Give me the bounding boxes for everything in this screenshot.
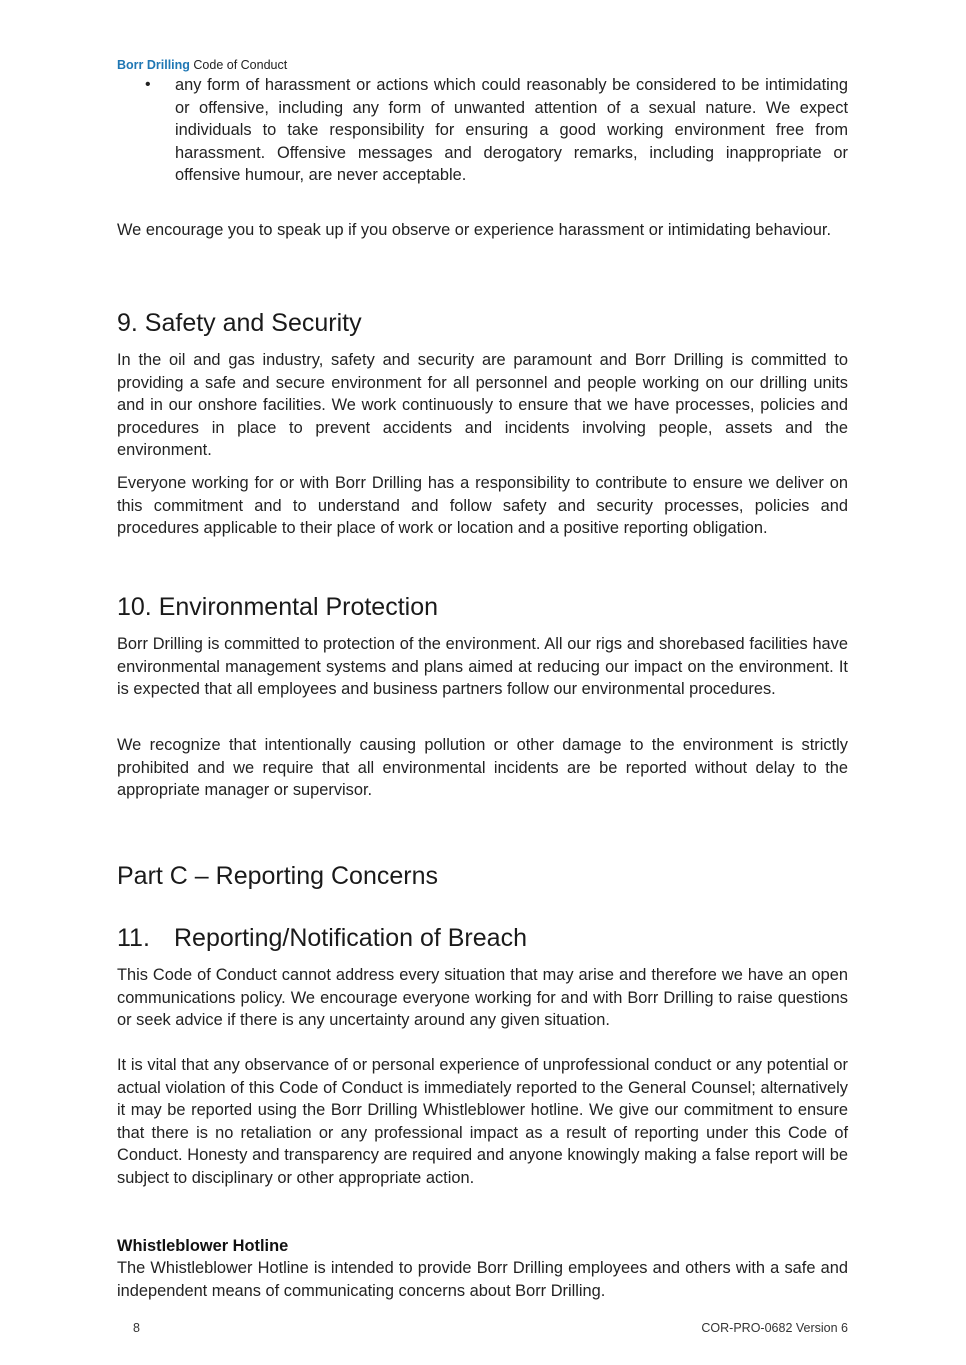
bullet-marker: • xyxy=(145,76,151,93)
section-9-paragraph-2: Everyone working for or with Borr Drilling has a responsibility to contribute to ensure we deliver on this commitment and to understand and follow safety and security processes, policies and procedures applicable to their place of work or location and a positive reporting obligation. xyxy=(117,474,848,538)
section-10-paragraph-2: We recognize that intentionally causing pollution or other damage to the environment is strictly prohibited and we require that all environmental incidents are be reported without delay to the appropriate manager or supervisor. xyxy=(117,736,848,800)
section-10-paragraph-1: Borr Drilling is committed to protection of the environment. All our rigs and shorebased facilities have environmental management systems and plans aimed at reducing our impact on the environment. It is expected that all employees and business partners follow our environmental procedures. xyxy=(117,635,848,699)
document-reference: COR-PRO-0682 Version 6 xyxy=(701,1321,848,1335)
page-number: 8 xyxy=(133,1321,140,1335)
section-10-heading: 10. Environmental Protection xyxy=(117,593,439,621)
page-header xyxy=(117,58,287,72)
section-11-number: 11. xyxy=(117,924,150,952)
section-9-heading: 9. Safety and Security xyxy=(117,309,362,337)
bullet-harassment-text: any form of harassment or actions which could reasonably be considered to be intimidating or offensive, including any form of unwanted attention of a sexual nature. We expect individuals to take responsibility for ensuring a good working environment free from harassment. Offensive messages and derogatory remarks, including inappropriate or offensive humour, are never acceptable. xyxy=(175,76,848,185)
section-11-paragraph-2: It is vital that any observance of or personal experience of unprofessional conduct or any potential or actual violation of this Code of Conduct is immediately reported to the General Counsel; alternatively it may be reported using the Borr Drilling Whistleblower hotline. We give our commitment to ensure that there is no retaliation or any professional impact as a result of reporting under this Code of Conduct. Honesty and transparency are required and anyone knowingly making a false report will be subject to disciplinary or other appropriate action. xyxy=(117,1056,848,1187)
brand-name: Borr Drilling xyxy=(117,58,190,72)
section-11-paragraph-1: This Code of Conduct cannot address every situation that may arise and therefore we have an open communications policy. We encourage everyone working for and with Borr Drilling to raise questions or seek advice if there is any uncertainty around any given situation. xyxy=(117,966,848,1030)
section-11-heading xyxy=(117,923,527,953)
whistleblower-subheading: Whistleblower Hotline xyxy=(117,1237,289,1255)
section-9-paragraph-1: In the oil and gas industry, safety and security are paramount and Borr Drilling is committed to providing a safe and secure environment for all personnel and people working on our drilling units and in our onshore facilities. We work continuously to ensure that we have processes, policies and procedures in place to prevent accidents and incidents involving people, assets and the environment. xyxy=(117,351,848,460)
document-name: Code of Conduct xyxy=(193,58,288,72)
speak-up-paragraph: We encourage you to speak up if you observe or experience harassment or intimidating behaviour. xyxy=(117,221,832,239)
part-c-heading: Part C – Reporting Concerns xyxy=(117,862,438,890)
section-11-title: Reporting/Notification of Breach xyxy=(174,924,527,952)
whistleblower-paragraph: The Whistleblower Hotline is intended to provide Borr Drilling employees and others with a safe and independent means of communicating concerns about Borr Drilling. xyxy=(117,1259,848,1300)
